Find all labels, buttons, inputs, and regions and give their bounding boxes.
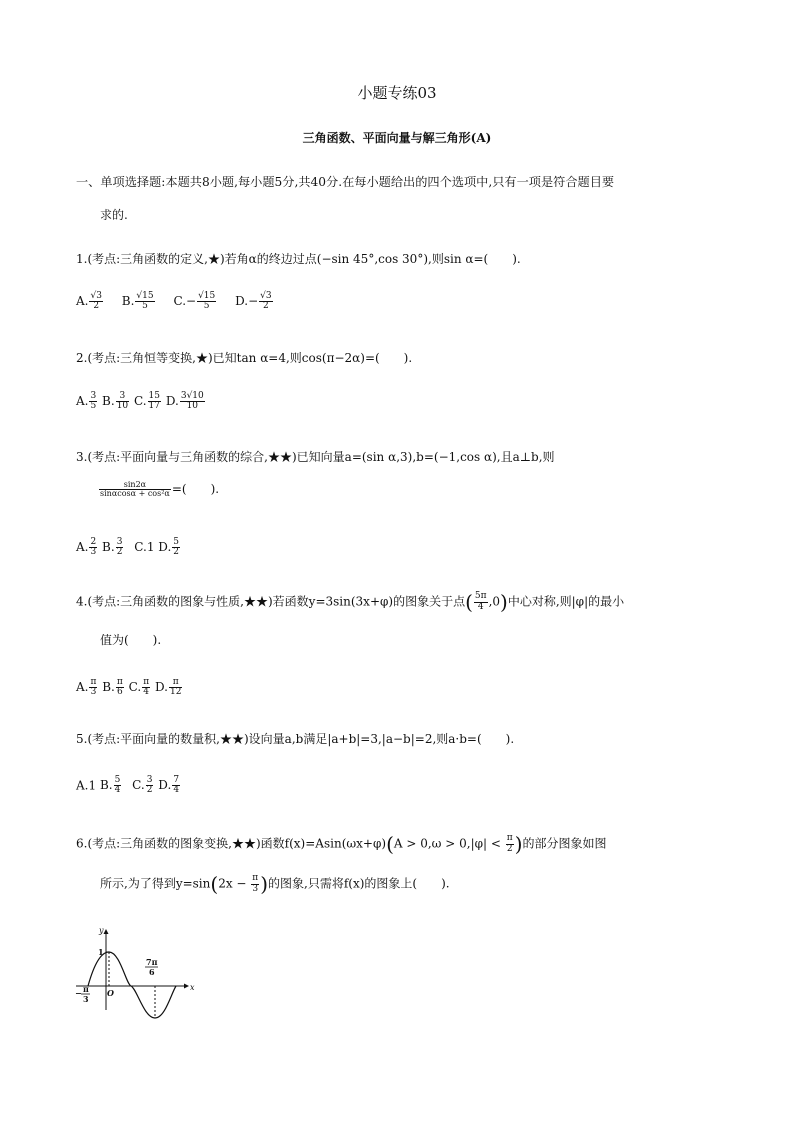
q5-option-b: B. $\frac{5}{4}$ (99, 775, 121, 796)
question-6-line2: 所示,为了得到y=sin(2x − $\frac{\pi}{3}$ )的图象,只需将f(x)的图象上( ). (100, 872, 450, 896)
x-label: x (190, 983, 195, 992)
q4-option-a: A. $\frac{\pi}{3}$ (76, 677, 97, 698)
question-1-stem: 1.(考点:三角函数的定义,★)若角α的终边过点(−sin 45°,cos 30°),则sin α=( ). (76, 252, 521, 266)
y-label: y (99, 926, 104, 935)
x-axis-arrow (184, 984, 189, 989)
q5-option-a: A.1 (76, 778, 97, 793)
q2-option-b: B. $\frac{3}{10}$ (102, 391, 129, 412)
q3-option-b: B. $\frac{3}{2}$ (102, 537, 123, 558)
question-3-options (76, 538, 181, 558)
right-tick-num: 7π (146, 957, 158, 967)
q2-option-a: A. $\frac{3}{5}$ (76, 391, 97, 412)
q5-option-c: C. $\frac{3}{2}$ (132, 775, 153, 796)
left-tick-den: 3 (83, 994, 89, 1004)
question-4-line2: 值为( ). (100, 633, 162, 647)
q4-option-c: C. $\frac{\pi}{4}$ (128, 677, 150, 698)
y-axis-arrow (104, 929, 109, 934)
q2-option-d: D. $\frac{3√10}{10}$ (165, 391, 204, 412)
question-6-stem: 6.(考点:三角函数的图象变换,★★)函数f(x)=Asin(ωx+φ)(A > 0,ω > 0,|φ| < $\frac{\pi}{2}$ )的部分图象如图 (76, 832, 607, 856)
question-3-fraction: $\frac{\sin 2\alpha}{\text{sinαcosα + cos²α}}$ =( ). (100, 479, 220, 498)
section-heading-line1: 一、单项选择题:本题共8小题,每小题5分,共40分.在每小题给出的四个选项中,只有一项是符合题目要 (76, 175, 615, 189)
question-2-stem: 2.(考点:三角恒等变换,★)已知tan α=4,则cos(π−2α)=( ). (76, 351, 413, 365)
question-3-stem: 3.(考点:平面向量与三角函数的综合,★★)已知向量a=(sin α,3),b=(−1,cos α),且a⊥b,则 (76, 450, 555, 464)
q4-option-b: B. $\frac{\pi}{6}$ (102, 677, 123, 698)
q5-option-d: D. $\frac{7}{4}$ (158, 775, 180, 796)
question-2-options (76, 392, 206, 412)
left-tick-sign: − (75, 988, 82, 998)
origin-label: O (107, 988, 114, 998)
question-4-stem: 4.(考点:三角函数的图象与性质,★★)若函数y=3sin(3x+φ)的图象关于点( $\frac{5\pi}{4}$ ,0)中心对称,则|φ|的最小 (76, 590, 625, 614)
q4-option-d: D. $\frac{\pi}{12}$ (154, 677, 182, 698)
q3-option-a: A. $\frac{2}{3}$ (76, 537, 97, 558)
q1-option-b: B. $\frac{√15}{5}$ (121, 291, 154, 312)
page-title: 小题专练03 (357, 84, 437, 102)
q2-option-c: C. $\frac{15}{17}$ (133, 391, 160, 412)
question-5-options (76, 776, 181, 796)
left-tick-num: π (83, 984, 89, 994)
q1-option-d: D.− $\frac{√3}{2}$ (235, 291, 272, 312)
question-5-stem: 5.(考点:平面向量的数量积,★★)设向量a,b满足|a+b|=3,|a−b|=2,则a·b=( ). (76, 732, 515, 746)
q3-option-d: D. $\frac{5}{2}$ (158, 537, 180, 558)
sine-curve (88, 952, 176, 1018)
q1-option-a: A. $\frac{√3}{2}$ (76, 291, 102, 312)
question-1-options (76, 292, 274, 312)
right-tick-den: 6 (149, 967, 155, 977)
q3-option-c: C.1 (134, 540, 155, 555)
section-heading-line2: 求的. (100, 208, 128, 222)
question-4-options (76, 678, 183, 698)
one-label: 1 (98, 947, 104, 957)
page-subtitle: 三角函数、平面向量与解三角形(A) (302, 131, 492, 145)
question-6-graph (74, 922, 194, 1014)
q1-option-c: C.− $\frac{√15}{5}$ (173, 291, 216, 312)
